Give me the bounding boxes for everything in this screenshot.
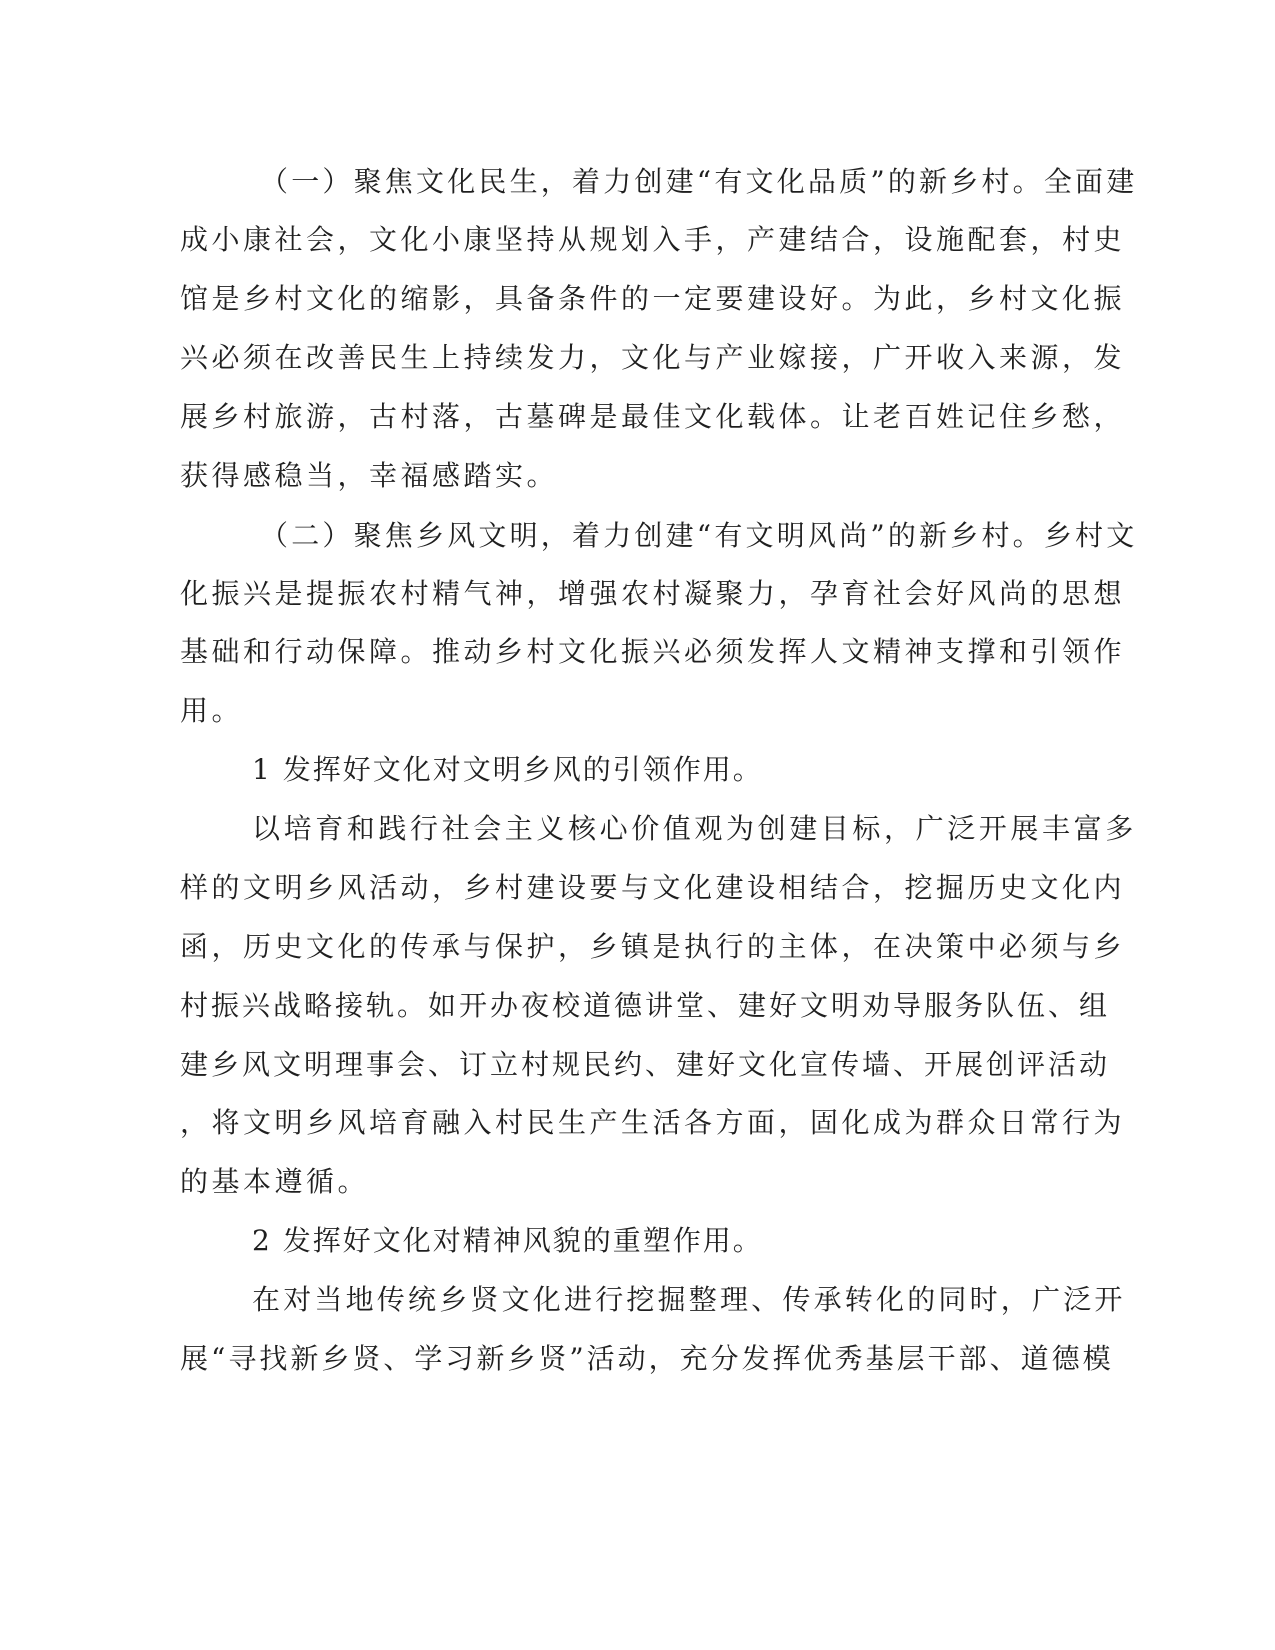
subheading-1: 1 发挥好文化对文明乡风的引领作用。 xyxy=(252,753,763,786)
subheading-2: 2 发挥好文化对精神风貌的重塑作用。 xyxy=(252,1224,763,1257)
paragraph-3-line-1: 以培育和践行社会主义核心价值观为创建目标，广泛开展丰富多 xyxy=(252,812,1137,845)
paragraph-4-line-1: 在对当地传统乡贤文化进行挖掘整理、传承转化的同时，广泛开 xyxy=(252,1283,1126,1316)
paragraph-1-line-3: 馆是乡村文化的缩影，具备条件的一定要建设好。为此，乡村文化振 xyxy=(180,282,1126,315)
paragraph-2-line-2: 化振兴是提振农村精气神，增强农村凝聚力，孕育社会好风尚的思想 xyxy=(180,577,1126,610)
paragraph-3-line-6: ，将文明乡风培育融入村民生产生活各方面，固化成为群众日常行为 xyxy=(180,1106,1126,1139)
paragraph-3-line-2: 样的文明乡风活动，乡村建设要与文化建设相结合，挖掘历史文化内 xyxy=(180,871,1126,904)
paragraph-4-line-2: 展“寻找新乡贤、学习新乡贤”活动，充分发挥优秀基层干部、道德模 xyxy=(180,1342,1114,1375)
paragraph-1-line-6: 获得感稳当，幸福感踏实。 xyxy=(180,459,559,492)
paragraph-3-line-7: 的基本遵循。 xyxy=(180,1165,370,1198)
paragraph-1-line-1: （一）聚焦文化民生，着力创建“有文化品质”的新乡村。全面建 xyxy=(260,165,1138,198)
paragraph-1-line-5: 展乡村旅游，古村落，古墓碑是最佳文化载体。让老百姓记住乡愁， xyxy=(180,400,1126,433)
paragraph-2-line-3: 基础和行动保障。推动乡村文化振兴必须发挥人文精神支撑和引领作 xyxy=(180,635,1126,668)
paragraph-1-line-2: 成小康社会，文化小康坚持从规划入手，产建结合，设施配套，村史 xyxy=(180,223,1126,256)
paragraph-1-line-4: 兴必须在改善民生上持续发力，文化与产业嫁接，广开收入来源，发 xyxy=(180,341,1126,374)
paragraph-3-line-3: 函，历史文化的传承与保护，乡镇是执行的主体，在决策中必须与乡 xyxy=(180,930,1126,963)
paragraph-2-line-1: （二）聚焦乡风文明，着力创建“有文明风尚”的新乡村。乡村文 xyxy=(260,519,1138,552)
paragraph-2-line-4: 用。 xyxy=(180,694,244,727)
paragraph-3-line-4: 村振兴战略接轨。如开办夜校道德讲堂、建好文明劝导服务队伍、组 xyxy=(180,989,1111,1022)
paragraph-3-line-5: 建乡风文明理事会、订立村规民约、建好文化宣传墙、开展创评活动 xyxy=(180,1048,1111,1081)
